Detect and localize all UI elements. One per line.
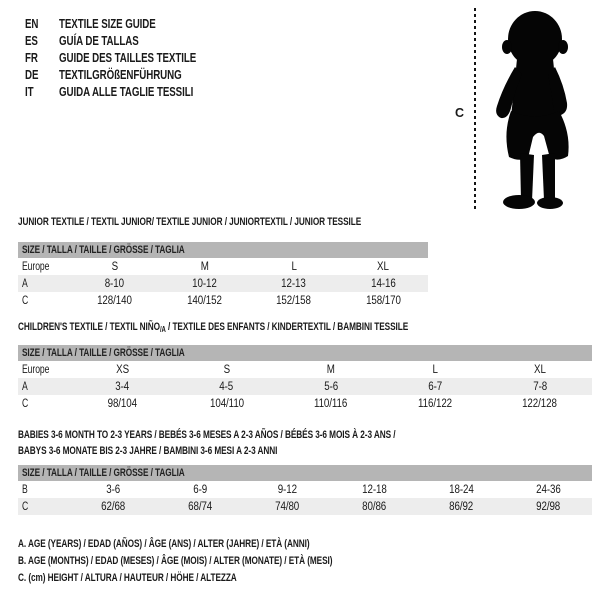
babies-table-title-line1: BABIES 3-6 MONTH TO 2-3 YEARS / BEBÉS 3-6 MESES A 2-3 AÑOS / BÉBÉS 3-6 MOIS À 2-3 ANS /	[18, 429, 396, 441]
table-cell: 6-7	[383, 378, 487, 395]
table-cell: 68/74	[157, 498, 244, 515]
children-size-table-section	[18, 321, 592, 412]
size-header-bar	[18, 465, 592, 481]
table-cell: L	[291, 260, 297, 273]
row-label: Europe	[22, 363, 50, 376]
size-header-label: SIZE / TALLA / TAILLE / GRÖSSE / TAGLIA	[18, 242, 428, 258]
table-row-height	[18, 395, 592, 412]
language-label: TEXTILE SIZE GUIDE	[59, 16, 156, 31]
row-label: C	[22, 397, 29, 410]
language-code: IT	[25, 84, 34, 99]
table-cell: 92/98	[505, 498, 592, 515]
language-code: ES	[25, 33, 38, 48]
legend-note-a: A. AGE (YEARS) / EDAD (AÑOS) / ÂGE (ANS) / ALTER (JAHRE) / ETÀ (ANNI)	[18, 538, 310, 550]
height-marker-label: C	[455, 106, 465, 120]
children-size-table	[18, 345, 592, 412]
table-cell: 152/158	[276, 294, 312, 307]
junior-table-title: JUNIOR TEXTILE / TEXTIL JUNIOR/ TEXTILE JUNIOR / JUNIORTEXTIL / JUNIOR TESSILE	[18, 216, 362, 228]
table-row-age	[18, 378, 592, 395]
table-cell: 80/86	[331, 498, 418, 515]
table-cell: M	[326, 363, 336, 376]
table-cell: S	[111, 260, 118, 273]
legend-note-c: C. (cm) HEIGHT / ALTURA / HAUTEUR / HÖHE / ALTEZZA	[18, 572, 237, 584]
table-cell: 9-12	[277, 483, 298, 496]
table-row-height	[18, 292, 428, 309]
junior-size-table	[18, 242, 428, 309]
table-cell: 14-16	[339, 275, 429, 292]
legend-notes	[18, 536, 437, 587]
children-table-title: CHILDREN'S TEXTILE / TEXTIL $NIÑO_{/A}$ / TEXTILE DES ENFANTS / KINDERTEXTIL / BAMBINI TESSILE	[18, 321, 409, 334]
table-cell: 10-12	[160, 275, 250, 292]
table-cell: 128/140	[97, 294, 133, 307]
table-row-europe	[18, 258, 428, 275]
table-cell: S	[223, 363, 230, 376]
table-cell: 12-18	[362, 483, 387, 496]
table-cell: 86/92	[418, 498, 505, 515]
language-label: TEXTILGRÖßENFÜHRUNG	[59, 67, 182, 82]
table-cell: 24-36	[536, 483, 561, 496]
height-figure	[0, 0, 600, 215]
table-cell: 122/128	[522, 397, 558, 410]
toddler-silhouette-icon	[482, 9, 592, 211]
table-cell: 3-6	[106, 483, 121, 496]
babies-size-table-section	[18, 427, 592, 515]
table-cell: 6-9	[193, 483, 208, 496]
size-header-label: SIZE / TALLA / TAILLE / GRÖSSE / TAGLIA	[18, 345, 592, 361]
table-cell: 98/104	[107, 397, 137, 410]
table-cell: 8-10	[70, 275, 160, 292]
size-header-bar	[18, 345, 592, 361]
table-cell: XS	[115, 363, 129, 376]
table-cell: L	[432, 363, 439, 376]
language-label: GUIDE DES TAILLES TEXTILE	[59, 50, 197, 65]
junior-size-table-section	[18, 216, 428, 309]
row-label: B	[22, 483, 28, 496]
language-label: GUIDA ALLE TAGLIE TESSILI	[59, 84, 194, 99]
row-label: A	[18, 275, 70, 292]
height-measure-dashed-line	[474, 8, 476, 209]
table-cell: 140/152	[186, 294, 222, 307]
table-row-age-months	[18, 481, 592, 498]
table-cell: 7-8	[488, 378, 592, 395]
size-header-label: SIZE / TALLA / TAILLE / GRÖSSE / TAGLIA	[18, 465, 592, 481]
table-cell: 116/122	[418, 397, 453, 410]
table-cell: 3-4	[70, 378, 174, 395]
table-cell: XL	[533, 363, 546, 376]
legend-note-b: B. AGE (MONTHS) / EDAD (MESES) / ÂGE (MOIS) / ALTER (MONATE) / ETÀ (MESI)	[18, 555, 333, 567]
table-cell: 4-5	[174, 378, 278, 395]
language-code: EN	[25, 16, 39, 31]
babies-size-table	[18, 465, 592, 515]
table-cell: 158/170	[365, 294, 401, 307]
row-label: C	[22, 294, 29, 307]
table-row-europe	[18, 361, 592, 378]
subscript-text: /A	[159, 325, 166, 334]
row-label: Europe	[22, 260, 50, 273]
table-cell: 5-6	[279, 378, 383, 395]
size-header-bar	[18, 242, 428, 258]
row-label: A	[18, 378, 70, 395]
language-label: GUÍA DE TALLAS	[59, 33, 139, 48]
table-cell: 12-13	[249, 275, 339, 292]
table-cell: 18-24	[449, 483, 474, 496]
babies-table-title-line2: BABYS 3-6 MONATE BIS 2-3 JAHRE / BAMBINI 3-6 MESI A 2-3 ANNI	[18, 445, 278, 457]
table-row-height	[18, 498, 592, 515]
table-row-age	[18, 275, 428, 292]
language-code: DE	[25, 67, 39, 82]
table-cell: 74/80	[244, 498, 331, 515]
table-cell: M	[200, 260, 209, 273]
table-cell: 62/68	[70, 498, 157, 515]
table-cell: XL	[377, 260, 390, 273]
table-cell: 104/110	[209, 397, 244, 410]
row-label: C	[18, 498, 70, 515]
language-code: FR	[25, 50, 38, 65]
table-cell: 110/116	[314, 397, 348, 410]
